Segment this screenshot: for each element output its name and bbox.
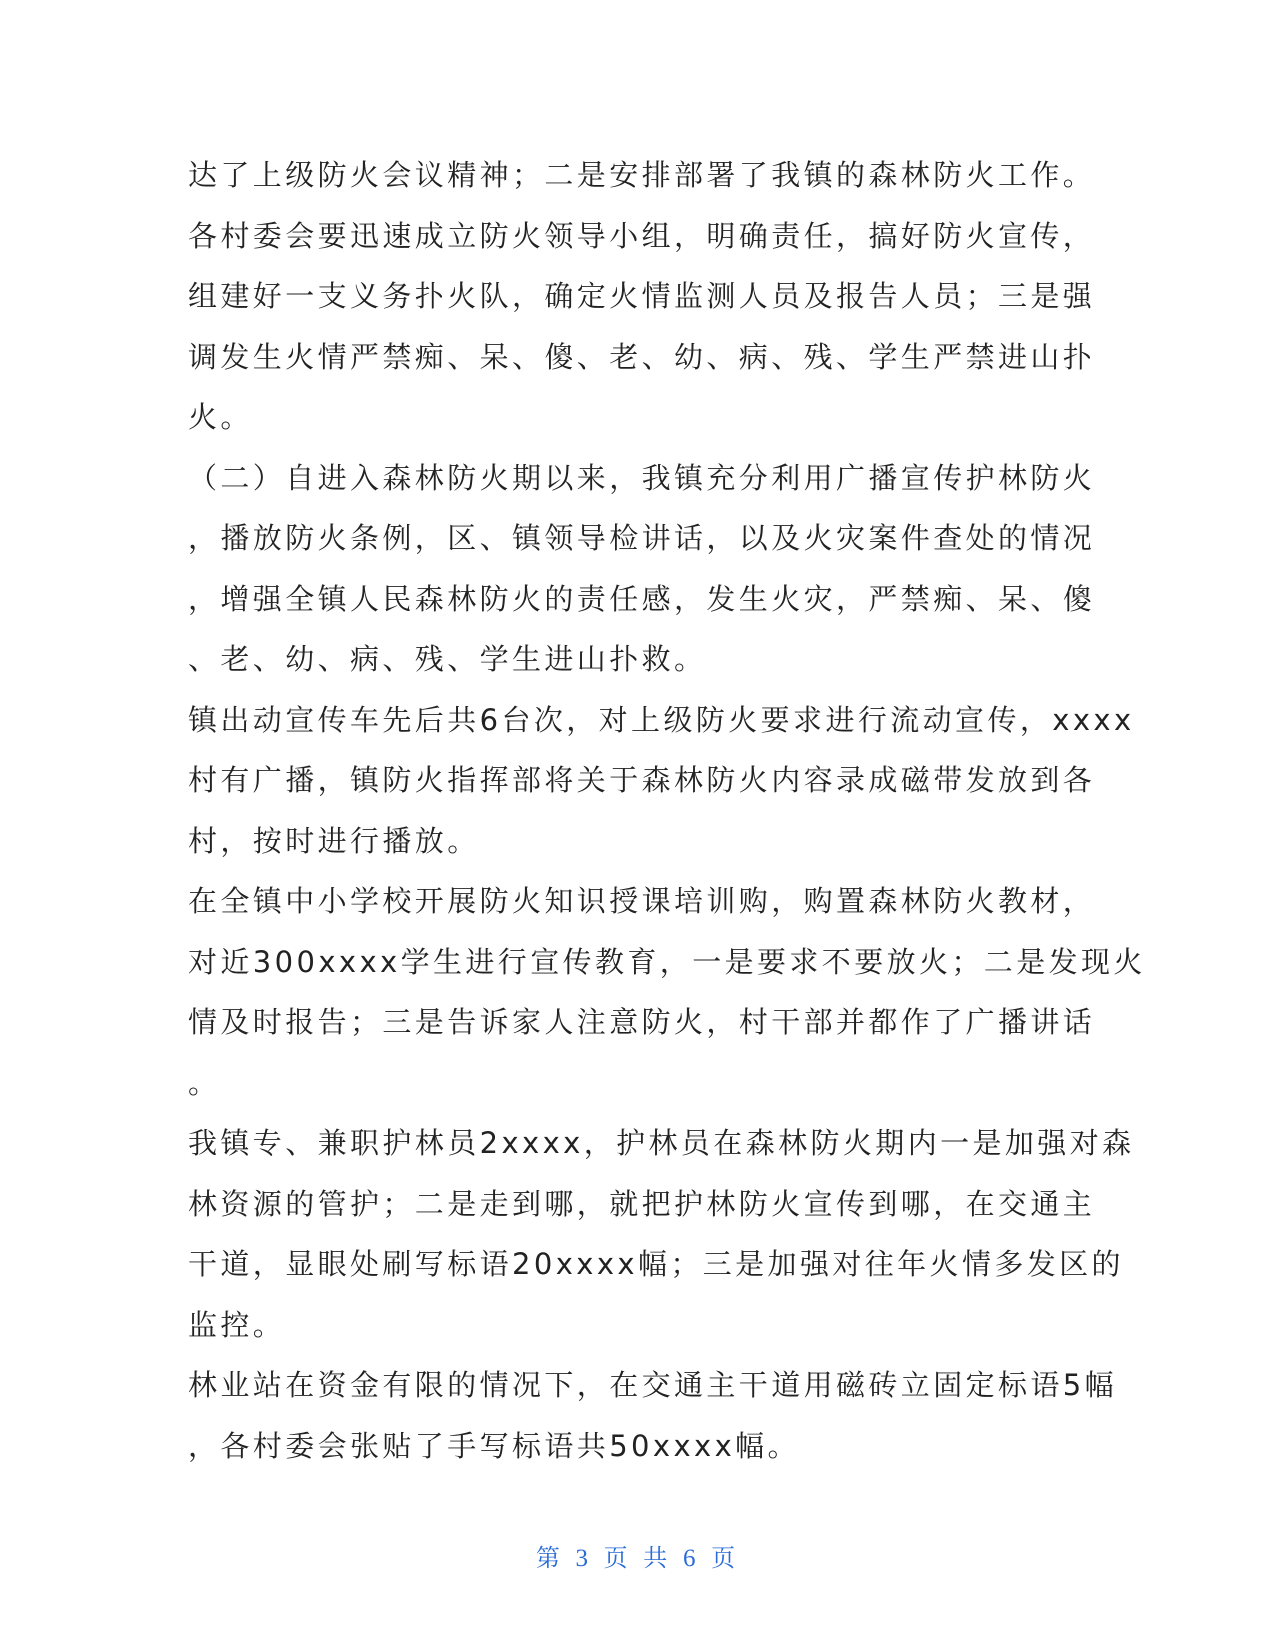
text-line: 监控。 [188, 1307, 286, 1342]
text-line: 村有广播，镇防火指挥部将关于森林防火内容录成磁带发放到各 [188, 763, 1096, 797]
footer-suffix: 页 [711, 1544, 740, 1572]
text-line: 我镇专、兼职护林员2xxxx，护林员在森林防火期内一是加强对森 [188, 1126, 1135, 1160]
text-line: 组建好一支义务扑火队，确定火情监测人员及报告人员；三是强 [188, 279, 1096, 313]
footer-middle: 页 共 [603, 1544, 672, 1572]
text-line: 在全镇中小学校开展防火知识授课培训购，购置森林防火教材， [188, 884, 1096, 918]
text-line: 达了上级防火会议精神；二是安排部署了我镇的森林防火工作。 [188, 158, 1096, 192]
text-line: 。 [188, 1065, 221, 1100]
text-line: 镇出动宣传车先后共6台次，对上级防火要求进行流动宣传，xxxx [188, 702, 1135, 737]
footer-prefix: 第 [535, 1544, 564, 1572]
text-line: 火。 [188, 400, 253, 434]
text-line: 林业站在资金有限的情况下，在交通主干道用磁砖立固定标语5幅 [188, 1368, 1118, 1402]
text-line: 干道，显眼处刷写标语20xxxx幅；三是加强对往年火情多发区的 [188, 1247, 1124, 1281]
current-page-number: 3 [575, 1545, 593, 1572]
text-line: （二）自进入森林防火期以来，我镇充分利用广播宣传护林防火 [188, 460, 1096, 495]
body-text [188, 145, 1146, 1476]
text-line: ，播放防火条例，区、镇领导检讲话，以及火灾案件查处的情况 [188, 521, 1096, 555]
text-line: 调发生火情严禁痴、呆、傻、老、幼、病、残、学生严禁进山扑 [188, 339, 1096, 374]
text-line: 各村委会要迅速成立防火领导小组，明确责任，搞好防火宣传， [188, 218, 1096, 253]
text-line: ，各村委会张贴了手写标语共50xxxx幅。 [188, 1428, 800, 1463]
text-line: 、老、幼、病、残、学生进山扑救。 [188, 642, 707, 676]
text-line: 村，按时进行播放。 [188, 823, 480, 858]
page-footer [0, 1538, 1275, 1573]
text-line: 林资源的管护；二是走到哪，就把护林防火宣传到哪，在交通主 [188, 1186, 1096, 1221]
total-pages-number: 6 [682, 1545, 700, 1572]
text-line: 对近300xxxx学生进行宣传教育，一是要求不要放火；二是发现火 [188, 944, 1146, 979]
text-line: ，增强全镇人民森林防火的责任感，发生火灾，严禁痴、呆、傻 [188, 581, 1096, 616]
text-line: 情及时报告；三是告诉家人注意防火，村干部并都作了广播讲话 [188, 1005, 1096, 1039]
